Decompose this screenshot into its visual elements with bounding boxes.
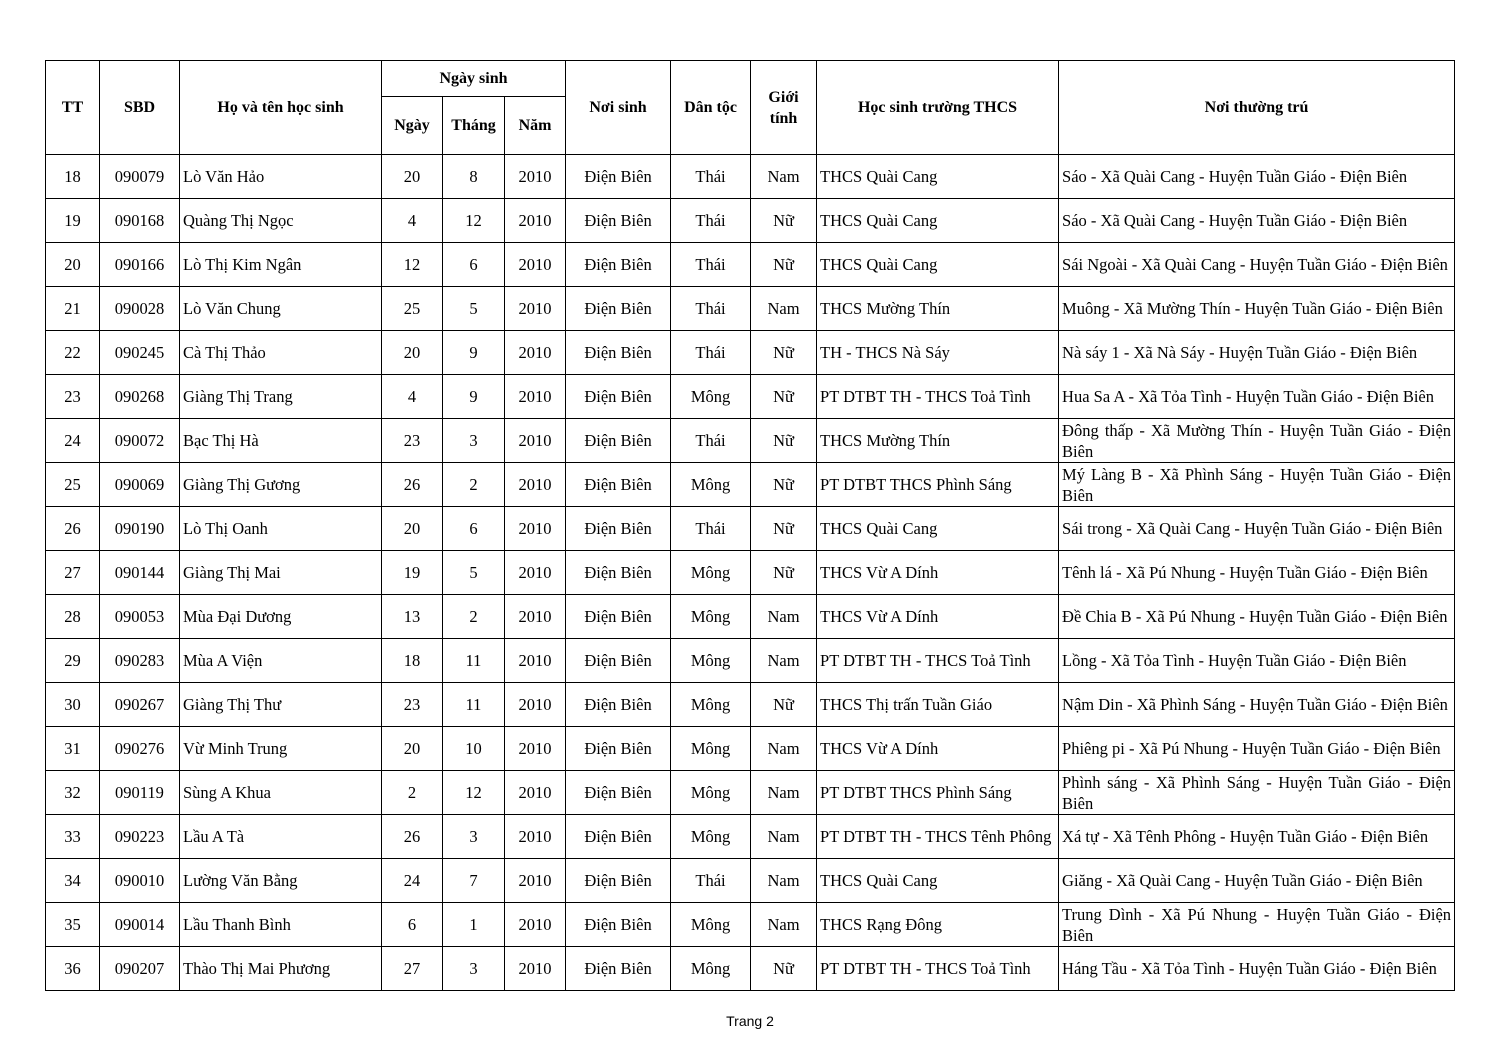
cell-ethnicity: Mông bbox=[671, 375, 751, 419]
cell-gender: Nữ bbox=[751, 419, 817, 463]
cell-month: 2 bbox=[443, 595, 505, 639]
cell-school: THCS Vừ A Dính bbox=[817, 551, 1059, 595]
cell-school: TH - THCS Nà Sáy bbox=[817, 331, 1059, 375]
cell-name: Mùa A Viện bbox=[180, 639, 382, 683]
table-row bbox=[46, 287, 1455, 331]
cell-birthplace: Điện Biên bbox=[566, 683, 671, 727]
cell-ethnicity: Mông bbox=[671, 639, 751, 683]
cell-residence: Háng Tầu - Xã Tỏa Tình - Huyện Tuần Giáo - Điện Biên bbox=[1059, 947, 1455, 991]
cell-sbd: 090069 bbox=[100, 463, 180, 507]
cell-sbd: 090053 bbox=[100, 595, 180, 639]
cell-day: 20 bbox=[382, 155, 443, 199]
cell-sbd: 090072 bbox=[100, 419, 180, 463]
cell-residence: Sáo - Xã Quài Cang - Huyện Tuần Giáo - Điện Biên bbox=[1059, 155, 1455, 199]
cell-year: 2010 bbox=[505, 947, 566, 991]
cell-tt: 31 bbox=[46, 727, 100, 771]
cell-school: PT DTBT THCS Phình Sáng bbox=[817, 463, 1059, 507]
cell-ethnicity: Thái bbox=[671, 507, 751, 551]
cell-school: PT DTBT TH - THCS Tênh Phông bbox=[817, 815, 1059, 859]
header-sbd: SBD bbox=[100, 61, 180, 155]
cell-residence: Tênh lá - Xã Pú Nhung - Huyện Tuần Giáo - Điện Biên bbox=[1059, 551, 1455, 595]
cell-gender: Nam bbox=[751, 903, 817, 947]
cell-day: 20 bbox=[382, 507, 443, 551]
header-tt: TT bbox=[46, 61, 100, 155]
cell-day: 24 bbox=[382, 859, 443, 903]
cell-gender: Nữ bbox=[751, 375, 817, 419]
cell-month: 9 bbox=[443, 331, 505, 375]
cell-day: 19 bbox=[382, 551, 443, 595]
cell-sbd: 090144 bbox=[100, 551, 180, 595]
cell-name: Quàng Thị Ngọc bbox=[180, 199, 382, 243]
cell-gender: Nam bbox=[751, 639, 817, 683]
cell-residence: Sái trong - Xã Quài Cang - Huyện Tuần Giáo - Điện Biên bbox=[1059, 507, 1455, 551]
cell-year: 2010 bbox=[505, 331, 566, 375]
cell-ethnicity: Mông bbox=[671, 595, 751, 639]
cell-year: 2010 bbox=[505, 903, 566, 947]
cell-name: Sùng A Khua bbox=[180, 771, 382, 815]
cell-month: 12 bbox=[443, 199, 505, 243]
cell-name: Bạc Thị Hà bbox=[180, 419, 382, 463]
cell-school: THCS Quài Cang bbox=[817, 859, 1059, 903]
cell-tt: 24 bbox=[46, 419, 100, 463]
cell-year: 2010 bbox=[505, 463, 566, 507]
header-dob: Ngày sinh bbox=[382, 61, 566, 97]
table-row bbox=[46, 331, 1455, 375]
cell-ethnicity: Mông bbox=[671, 463, 751, 507]
cell-month: 3 bbox=[443, 947, 505, 991]
cell-tt: 30 bbox=[46, 683, 100, 727]
cell-month: 6 bbox=[443, 243, 505, 287]
cell-sbd: 090014 bbox=[100, 903, 180, 947]
cell-sbd: 090276 bbox=[100, 727, 180, 771]
cell-residence: Muông - Xã Mường Thín - Huyện Tuần Giáo - Điện Biên bbox=[1059, 287, 1455, 331]
cell-residence: Trung Dình - Xã Pú Nhung - Huyện Tuần Giáo - Điện Biên bbox=[1059, 903, 1455, 947]
cell-day: 20 bbox=[382, 727, 443, 771]
cell-name: Giàng Thị Trang bbox=[180, 375, 382, 419]
cell-residence: Phiêng pi - Xã Pú Nhung - Huyện Tuần Giáo - Điện Biên bbox=[1059, 727, 1455, 771]
cell-tt: 32 bbox=[46, 771, 100, 815]
cell-birthplace: Điện Biên bbox=[566, 507, 671, 551]
table-row bbox=[46, 771, 1455, 815]
cell-gender: Nữ bbox=[751, 683, 817, 727]
cell-ethnicity: Thái bbox=[671, 155, 751, 199]
cell-sbd: 090028 bbox=[100, 287, 180, 331]
cell-day: 23 bbox=[382, 683, 443, 727]
cell-gender: Nữ bbox=[751, 551, 817, 595]
cell-tt: 36 bbox=[46, 947, 100, 991]
cell-gender: Nam bbox=[751, 815, 817, 859]
cell-residence: Nậm Din - Xã Phình Sáng - Huyện Tuần Giáo - Điện Biên bbox=[1059, 683, 1455, 727]
cell-sbd: 090207 bbox=[100, 947, 180, 991]
table-row bbox=[46, 155, 1455, 199]
cell-ethnicity: Mông bbox=[671, 683, 751, 727]
cell-year: 2010 bbox=[505, 859, 566, 903]
cell-gender: Nữ bbox=[751, 331, 817, 375]
header-year: Năm bbox=[505, 97, 566, 155]
cell-school: PT DTBT TH - THCS Toả Tình bbox=[817, 639, 1059, 683]
cell-sbd: 090267 bbox=[100, 683, 180, 727]
cell-name: Lò Thị Oanh bbox=[180, 507, 382, 551]
table-row bbox=[46, 243, 1455, 287]
header-day: Ngày bbox=[382, 97, 443, 155]
cell-month: 2 bbox=[443, 463, 505, 507]
cell-name: Lò Văn Hảo bbox=[180, 155, 382, 199]
table-row bbox=[46, 507, 1455, 551]
table-row bbox=[46, 903, 1455, 947]
cell-day: 6 bbox=[382, 903, 443, 947]
table-row bbox=[46, 375, 1455, 419]
header-residence: Nơi thường trú bbox=[1059, 61, 1455, 155]
cell-month: 11 bbox=[443, 683, 505, 727]
cell-gender: Nam bbox=[751, 727, 817, 771]
cell-month: 10 bbox=[443, 727, 505, 771]
cell-residence: Giăng - Xã Quài Cang - Huyện Tuần Giáo - Điện Biên bbox=[1059, 859, 1455, 903]
cell-sbd: 090166 bbox=[100, 243, 180, 287]
cell-ethnicity: Thái bbox=[671, 199, 751, 243]
cell-gender: Nữ bbox=[751, 947, 817, 991]
cell-school: PT DTBT THCS Phình Sáng bbox=[817, 771, 1059, 815]
cell-month: 11 bbox=[443, 639, 505, 683]
cell-school: THCS Quài Cang bbox=[817, 243, 1059, 287]
cell-residence: Hua Sa A - Xã Tỏa Tình - Huyện Tuần Giáo - Điện Biên bbox=[1059, 375, 1455, 419]
cell-gender: Nam bbox=[751, 595, 817, 639]
cell-name: Lầu Thanh Bình bbox=[180, 903, 382, 947]
cell-residence: Lồng - Xã Tỏa Tình - Huyện Tuần Giáo - Điện Biên bbox=[1059, 639, 1455, 683]
cell-tt: 34 bbox=[46, 859, 100, 903]
cell-sbd: 090168 bbox=[100, 199, 180, 243]
cell-birthplace: Điện Biên bbox=[566, 287, 671, 331]
cell-year: 2010 bbox=[505, 287, 566, 331]
cell-day: 27 bbox=[382, 947, 443, 991]
cell-tt: 23 bbox=[46, 375, 100, 419]
cell-birthplace: Điện Biên bbox=[566, 903, 671, 947]
cell-name: Giàng Thị Thư bbox=[180, 683, 382, 727]
cell-year: 2010 bbox=[505, 815, 566, 859]
cell-tt: 20 bbox=[46, 243, 100, 287]
cell-residence: Đề Chia B - Xã Pú Nhung - Huyện Tuần Giáo - Điện Biên bbox=[1059, 595, 1455, 639]
cell-ethnicity: Mông bbox=[671, 771, 751, 815]
cell-name: Giàng Thị Mai bbox=[180, 551, 382, 595]
cell-school: PT DTBT TH - THCS Toả Tình bbox=[817, 947, 1059, 991]
cell-tt: 18 bbox=[46, 155, 100, 199]
table-row bbox=[46, 595, 1455, 639]
cell-tt: 27 bbox=[46, 551, 100, 595]
header-school: Học sinh trường THCS bbox=[817, 61, 1059, 155]
cell-sbd: 090010 bbox=[100, 859, 180, 903]
cell-tt: 35 bbox=[46, 903, 100, 947]
student-roster-table bbox=[45, 60, 1455, 991]
cell-tt: 28 bbox=[46, 595, 100, 639]
cell-month: 5 bbox=[443, 551, 505, 595]
cell-day: 4 bbox=[382, 375, 443, 419]
cell-gender: Nữ bbox=[751, 463, 817, 507]
cell-birthplace: Điện Biên bbox=[566, 859, 671, 903]
table-row bbox=[46, 947, 1455, 991]
cell-residence: Đông thấp - Xã Mường Thín - Huyện Tuần Giáo - Điện Biên bbox=[1059, 419, 1455, 463]
table-row bbox=[46, 199, 1455, 243]
cell-ethnicity: Mông bbox=[671, 815, 751, 859]
cell-tt: 22 bbox=[46, 331, 100, 375]
cell-month: 8 bbox=[443, 155, 505, 199]
cell-gender: Nam bbox=[751, 859, 817, 903]
cell-birthplace: Điện Biên bbox=[566, 639, 671, 683]
cell-name: Lường Văn Bằng bbox=[180, 859, 382, 903]
cell-day: 26 bbox=[382, 815, 443, 859]
cell-birthplace: Điện Biên bbox=[566, 331, 671, 375]
cell-birthplace: Điện Biên bbox=[566, 243, 671, 287]
table-row bbox=[46, 551, 1455, 595]
cell-ethnicity: Mông bbox=[671, 903, 751, 947]
table-row bbox=[46, 815, 1455, 859]
table-row bbox=[46, 419, 1455, 463]
cell-month: 7 bbox=[443, 859, 505, 903]
cell-gender: Nữ bbox=[751, 199, 817, 243]
cell-day: 26 bbox=[382, 463, 443, 507]
cell-name: Lò Thị Kim Ngân bbox=[180, 243, 382, 287]
cell-birthplace: Điện Biên bbox=[566, 199, 671, 243]
cell-day: 20 bbox=[382, 331, 443, 375]
cell-name: Vừ Minh Trung bbox=[180, 727, 382, 771]
page-number: Trang 2 bbox=[726, 1013, 774, 1029]
cell-tt: 29 bbox=[46, 639, 100, 683]
cell-school: THCS Rạng Đông bbox=[817, 903, 1059, 947]
cell-name: Mùa Đại Dương bbox=[180, 595, 382, 639]
table-row bbox=[46, 639, 1455, 683]
cell-ethnicity: Thái bbox=[671, 243, 751, 287]
cell-year: 2010 bbox=[505, 551, 566, 595]
table-row bbox=[46, 463, 1455, 507]
table-row bbox=[46, 859, 1455, 903]
cell-year: 2010 bbox=[505, 639, 566, 683]
cell-gender: Nam bbox=[751, 287, 817, 331]
cell-sbd: 090245 bbox=[100, 331, 180, 375]
cell-ethnicity: Mông bbox=[671, 947, 751, 991]
header-birthplace: Nơi sinh bbox=[566, 61, 671, 155]
cell-school: THCS Mường Thín bbox=[817, 287, 1059, 331]
table-body bbox=[46, 155, 1455, 991]
cell-birthplace: Điện Biên bbox=[566, 155, 671, 199]
cell-ethnicity: Mông bbox=[671, 551, 751, 595]
cell-day: 13 bbox=[382, 595, 443, 639]
header-month: Tháng bbox=[443, 97, 505, 155]
cell-school: THCS Quài Cang bbox=[817, 199, 1059, 243]
cell-name: Lò Văn Chung bbox=[180, 287, 382, 331]
cell-year: 2010 bbox=[505, 771, 566, 815]
cell-name: Cà Thị Thảo bbox=[180, 331, 382, 375]
cell-year: 2010 bbox=[505, 595, 566, 639]
cell-day: 2 bbox=[382, 771, 443, 815]
cell-residence: Sái Ngoài - Xã Quài Cang - Huyện Tuần Giáo - Điện Biên bbox=[1059, 243, 1455, 287]
cell-ethnicity: Thái bbox=[671, 331, 751, 375]
table-row bbox=[46, 683, 1455, 727]
cell-year: 2010 bbox=[505, 375, 566, 419]
cell-day: 4 bbox=[382, 199, 443, 243]
cell-sbd: 090268 bbox=[100, 375, 180, 419]
cell-birthplace: Điện Biên bbox=[566, 551, 671, 595]
cell-day: 23 bbox=[382, 419, 443, 463]
cell-birthplace: Điện Biên bbox=[566, 771, 671, 815]
cell-birthplace: Điện Biên bbox=[566, 815, 671, 859]
cell-year: 2010 bbox=[505, 727, 566, 771]
cell-day: 25 bbox=[382, 287, 443, 331]
cell-tt: 25 bbox=[46, 463, 100, 507]
cell-residence: Sáo - Xã Quài Cang - Huyện Tuần Giáo - Điện Biên bbox=[1059, 199, 1455, 243]
cell-name: Lầu A Tà bbox=[180, 815, 382, 859]
cell-year: 2010 bbox=[505, 507, 566, 551]
cell-gender: Nữ bbox=[751, 243, 817, 287]
cell-residence: Xá tự - Xã Tênh Phông - Huyện Tuần Giáo - Điện Biên bbox=[1059, 815, 1455, 859]
cell-sbd: 090190 bbox=[100, 507, 180, 551]
cell-month: 3 bbox=[443, 419, 505, 463]
header-ethnicity: Dân tộc bbox=[671, 61, 751, 155]
cell-gender: Nam bbox=[751, 155, 817, 199]
cell-tt: 26 bbox=[46, 507, 100, 551]
cell-month: 12 bbox=[443, 771, 505, 815]
cell-school: THCS Mường Thín bbox=[817, 419, 1059, 463]
cell-month: 1 bbox=[443, 903, 505, 947]
cell-day: 18 bbox=[382, 639, 443, 683]
cell-name: Thào Thị Mai Phương bbox=[180, 947, 382, 991]
cell-school: THCS Vừ A Dính bbox=[817, 595, 1059, 639]
cell-sbd: 090119 bbox=[100, 771, 180, 815]
table-header bbox=[46, 61, 1455, 155]
cell-year: 2010 bbox=[505, 419, 566, 463]
cell-tt: 19 bbox=[46, 199, 100, 243]
cell-sbd: 090223 bbox=[100, 815, 180, 859]
header-name: Họ và tên học sinh bbox=[180, 61, 382, 155]
cell-ethnicity: Mông bbox=[671, 727, 751, 771]
cell-ethnicity: Thái bbox=[671, 419, 751, 463]
cell-birthplace: Điện Biên bbox=[566, 419, 671, 463]
cell-month: 6 bbox=[443, 507, 505, 551]
cell-gender: Nam bbox=[751, 771, 817, 815]
cell-birthplace: Điện Biên bbox=[566, 727, 671, 771]
cell-school: PT DTBT TH - THCS Toả Tình bbox=[817, 375, 1059, 419]
cell-birthplace: Điện Biên bbox=[566, 595, 671, 639]
cell-school: THCS Quài Cang bbox=[817, 507, 1059, 551]
cell-month: 3 bbox=[443, 815, 505, 859]
cell-sbd: 090283 bbox=[100, 639, 180, 683]
cell-month: 5 bbox=[443, 287, 505, 331]
cell-school: THCS Quài Cang bbox=[817, 155, 1059, 199]
cell-ethnicity: Thái bbox=[671, 287, 751, 331]
cell-sbd: 090079 bbox=[100, 155, 180, 199]
cell-year: 2010 bbox=[505, 155, 566, 199]
cell-year: 2010 bbox=[505, 199, 566, 243]
cell-year: 2010 bbox=[505, 243, 566, 287]
table-row bbox=[46, 727, 1455, 771]
cell-day: 12 bbox=[382, 243, 443, 287]
cell-tt: 21 bbox=[46, 287, 100, 331]
cell-name: Giàng Thị Gương bbox=[180, 463, 382, 507]
cell-residence: Phình sáng - Xã Phình Sáng - Huyện Tuần Giáo - Điện Biên bbox=[1059, 771, 1455, 815]
cell-gender: Nữ bbox=[751, 507, 817, 551]
cell-tt: 33 bbox=[46, 815, 100, 859]
cell-residence: Nà sáy 1 - Xã Nà Sáy - Huyện Tuần Giáo - Điện Biên bbox=[1059, 331, 1455, 375]
cell-school: THCS Thị trấn Tuần Giáo bbox=[817, 683, 1059, 727]
cell-birthplace: Điện Biên bbox=[566, 375, 671, 419]
cell-year: 2010 bbox=[505, 683, 566, 727]
cell-birthplace: Điện Biên bbox=[566, 463, 671, 507]
header-gender: Giới tính bbox=[751, 61, 817, 155]
cell-month: 9 bbox=[443, 375, 505, 419]
cell-residence: Mý Làng B - Xã Phình Sáng - Huyện Tuần Giáo - Điện Biên bbox=[1059, 463, 1455, 507]
cell-ethnicity: Thái bbox=[671, 859, 751, 903]
cell-birthplace: Điện Biên bbox=[566, 947, 671, 991]
cell-school: THCS Vừ A Dính bbox=[817, 727, 1059, 771]
